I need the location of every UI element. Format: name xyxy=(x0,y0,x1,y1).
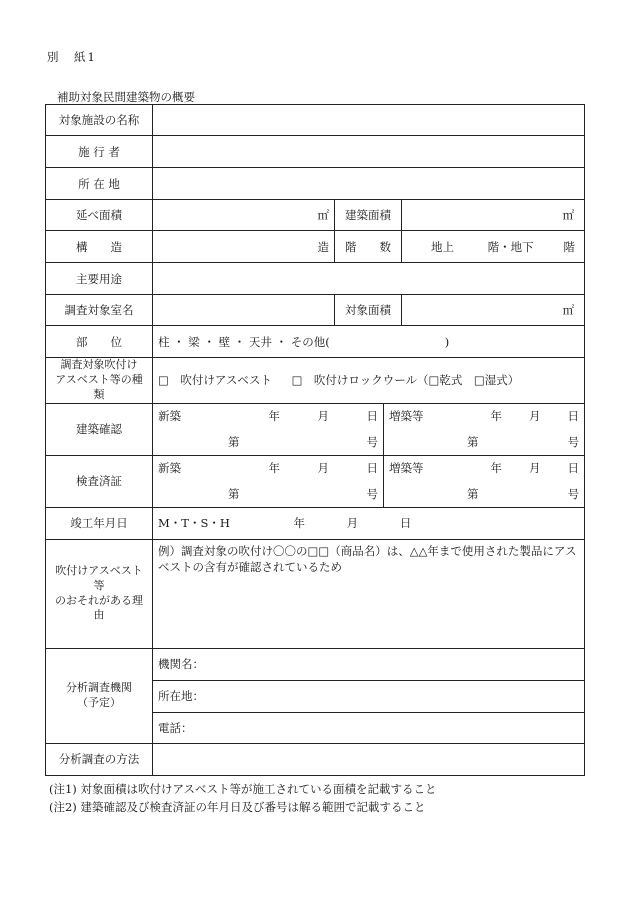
floors-above-label: 地上 xyxy=(431,239,454,254)
bc-new-year: 年 xyxy=(268,409,280,424)
inspection-certificate-extension[interactable] xyxy=(384,455,585,507)
completion-day: 日 xyxy=(399,516,412,531)
row-builder xyxy=(46,136,585,168)
floors-label: 階 数 xyxy=(335,231,402,263)
ic-ext-go: 号 xyxy=(567,487,580,502)
part-options[interactable]: 柱 ・ 梁 ・ 壁 ・ 天井 ・ その他( ) xyxy=(153,326,585,358)
analysis-method-label: 分析調査の方法 xyxy=(46,743,153,775)
row-structure xyxy=(46,231,585,263)
bc-ext-label: 増築等 xyxy=(389,409,424,424)
building-confirmation-new[interactable] xyxy=(153,403,384,455)
ic-new-day: 日 xyxy=(366,461,378,476)
completion-era: M・T・S・H xyxy=(158,516,230,531)
bc-ext-day: 日 xyxy=(567,409,580,424)
bc-new-dai: 第 xyxy=(228,435,240,450)
row-analysis-org-name xyxy=(46,648,585,680)
reason-field[interactable]: 例）調査対象の吹付け〇〇の□□（商品名）は、△△年まで使用された製品にアスベストの含有が確認されているため xyxy=(153,539,585,648)
asbestos-type-label xyxy=(46,358,153,404)
analysis-org-address-field[interactable] xyxy=(153,680,585,712)
ic-ext-year: 年 xyxy=(490,461,503,476)
structure-unit: 造 xyxy=(317,239,329,254)
org-address-label: 所在地： xyxy=(158,689,204,704)
main-use-label: 主要用途 xyxy=(46,263,153,295)
analysis-method-field[interactable] xyxy=(153,743,585,775)
bc-ext-month: 月 xyxy=(529,409,541,424)
bc-ext-year: 年 xyxy=(490,409,503,424)
inspection-certificate-label: 検査済証 xyxy=(46,455,153,507)
building-confirmation-extension[interactable] xyxy=(384,403,585,455)
location-field[interactable] xyxy=(153,168,585,200)
floors-field[interactable] xyxy=(402,231,585,263)
analysis-org-label xyxy=(46,648,153,743)
location-label: 所 在 地 xyxy=(46,168,153,200)
ic-new-go: 号 xyxy=(366,487,378,502)
note-2: (注2) 建築確認及び検査済証の年月日及び番号は解る範囲で記載すること xyxy=(49,800,426,814)
floor-area-field[interactable] xyxy=(153,200,335,231)
reason-label xyxy=(46,539,153,648)
ic-new-label: 新築 xyxy=(158,461,181,476)
bc-ext-dai: 第 xyxy=(467,435,479,450)
form-title: 補助対象民間建築物の概要 xyxy=(57,90,195,104)
asbestos-type-label-line1: 調査対象吹付け xyxy=(60,358,138,371)
note-1: (注1) 対象面積は吹付けアスベスト等が施工されている面積を記載すること xyxy=(49,782,437,796)
builder-field[interactable] xyxy=(153,136,585,168)
option-sprayed-rockwool[interactable]: □ 吹付けロックウール（□乾式 □湿式） xyxy=(291,373,520,388)
row-survey-room xyxy=(46,295,585,326)
analysis-org-label-line2: （予定） xyxy=(77,695,121,709)
ic-ext-dai: 第 xyxy=(467,487,479,502)
survey-room-field[interactable] xyxy=(153,295,335,326)
ic-new-year: 年 xyxy=(268,461,280,476)
ic-new-month: 月 xyxy=(317,461,329,476)
row-reason xyxy=(46,539,585,648)
target-area-label: 対象面積 xyxy=(335,295,402,326)
row-building-confirmation xyxy=(46,403,585,455)
inspection-certificate-new[interactable] xyxy=(153,455,384,507)
target-area-field[interactable] xyxy=(402,295,585,326)
asbestos-type-options xyxy=(153,358,585,404)
analysis-org-name-field[interactable] xyxy=(153,648,585,680)
survey-room-label: 調査対象室名 xyxy=(46,295,153,326)
row-facility-name xyxy=(46,105,585,136)
part-label: 部 位 xyxy=(46,326,153,358)
bc-new-go: 号 xyxy=(366,435,378,450)
ic-ext-month: 月 xyxy=(529,461,541,476)
analysis-org-phone-field[interactable] xyxy=(153,712,585,743)
building-overview-form xyxy=(45,104,585,776)
org-name-label: 機関名： xyxy=(158,657,204,672)
bc-ext-go: 号 xyxy=(567,435,580,450)
ic-ext-day: 日 xyxy=(567,461,580,476)
row-part xyxy=(46,326,585,358)
row-floor-area xyxy=(46,200,585,231)
ic-new-dai: 第 xyxy=(228,487,240,502)
structure-label: 構 造 xyxy=(46,231,153,263)
building-confirmation-label: 建築確認 xyxy=(46,403,153,455)
building-area-unit: ㎡ xyxy=(562,208,575,222)
building-area-field[interactable] xyxy=(402,200,585,231)
completion-month: 月 xyxy=(346,516,359,531)
main-use-field[interactable] xyxy=(153,263,585,295)
ic-ext-label: 増築等 xyxy=(389,461,424,476)
structure-field[interactable] xyxy=(153,231,335,263)
org-phone-label: 電話： xyxy=(158,720,193,735)
asbestos-type-label-line2: アスベスト等の種類 xyxy=(55,372,143,401)
building-area-label: 建築面積 xyxy=(335,200,402,231)
facility-name-field[interactable] xyxy=(153,105,585,136)
target-area-unit: ㎡ xyxy=(562,303,575,317)
builder-label: 施 行 者 xyxy=(46,136,153,168)
floor-area-unit: ㎡ xyxy=(317,208,329,222)
bc-new-month: 月 xyxy=(317,409,329,424)
bc-new-day: 日 xyxy=(366,409,378,424)
attachment-label: 別 紙1 xyxy=(47,50,97,64)
facility-name-label: 対象施設の名称 xyxy=(46,105,153,136)
completion-date-label: 竣工年月日 xyxy=(46,507,153,539)
completion-year: 年 xyxy=(293,516,306,531)
reason-label-line1: 吹付けアスベスト等 xyxy=(55,563,143,592)
row-asbestos-type xyxy=(46,358,585,404)
floors-end-label: 階 xyxy=(563,239,575,254)
row-analysis-method xyxy=(46,743,585,775)
row-main-use xyxy=(46,263,585,295)
option-sprayed-asbestos[interactable]: □ 吹付けアスベスト xyxy=(158,373,272,388)
analysis-org-label-line1: 分析調査機関 xyxy=(66,680,132,694)
row-inspection-certificate xyxy=(46,455,585,507)
floors-mid-label: 階・地下 xyxy=(487,239,534,254)
row-location xyxy=(46,168,585,200)
bc-new-label: 新築 xyxy=(158,409,181,424)
completion-date-field[interactable] xyxy=(153,507,585,539)
row-completion-date xyxy=(46,507,585,539)
floor-area-label: 延べ面積 xyxy=(46,200,153,231)
reason-label-line2: のおそれがある理由 xyxy=(55,593,143,622)
